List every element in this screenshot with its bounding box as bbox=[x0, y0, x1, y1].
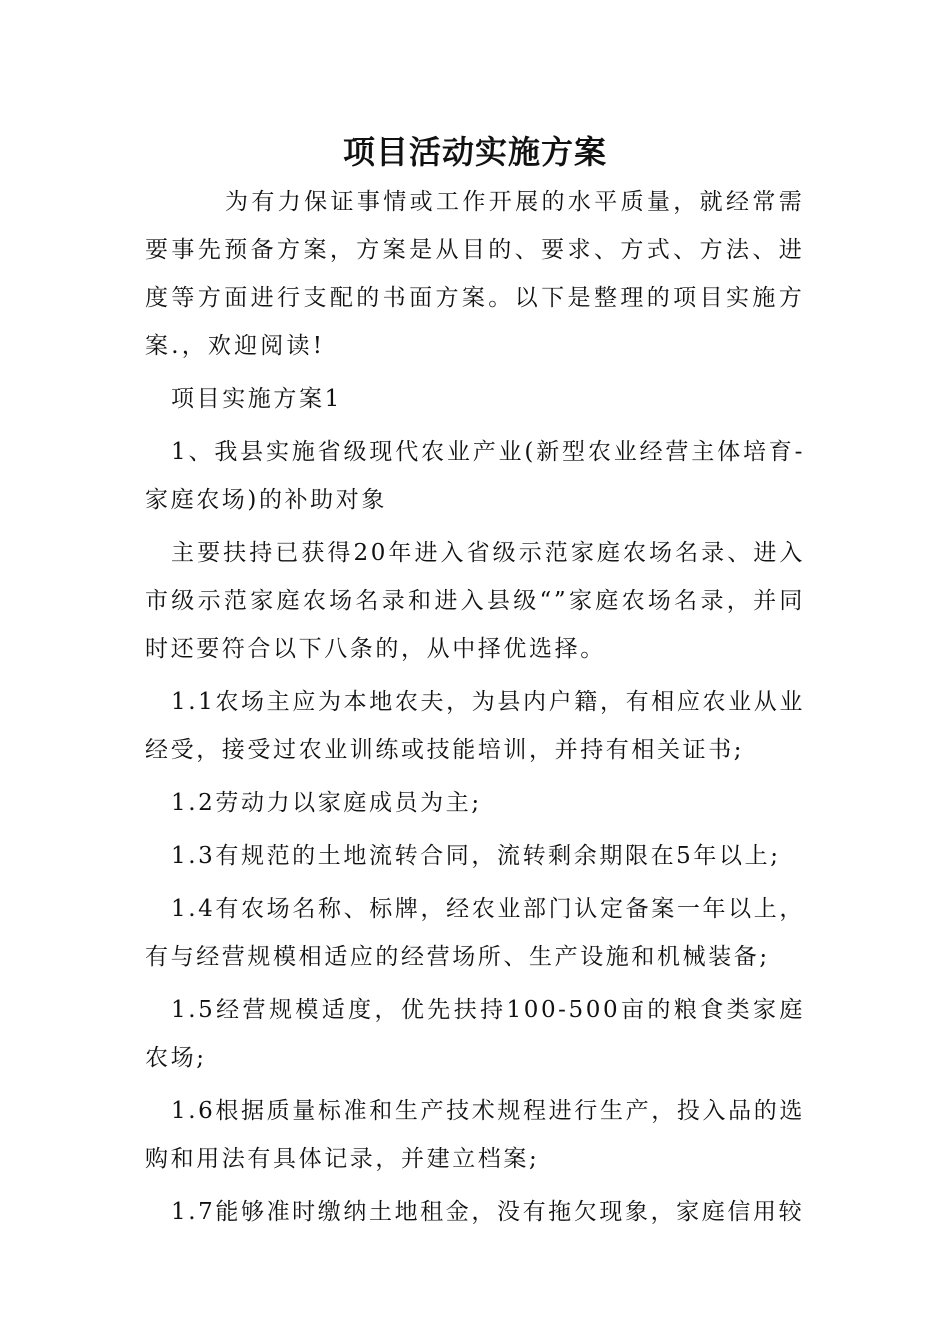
paragraph-item-1: 1、我县实施省级现代农业产业(新型农业经营主体培育-家庭农场)的补助对象 bbox=[145, 439, 805, 513]
document-title: 项目活动实施方案 bbox=[342, 133, 607, 171]
document-body bbox=[145, 178, 805, 1241]
paragraph-item-1-6: 1.6根据质量标准和生产技术规程进行生产，投入品的选购和用法有具体记录，并建立档案; bbox=[145, 1098, 805, 1172]
paragraph-main-support: 主要扶持已获得20年进入省级示范家庭农场名录、进入市级示范家庭农场名录和进入县级“”家庭农场名录，并同时还要符合以下八条的，从中择优选择。 bbox=[145, 540, 805, 662]
paragraph-item-1-7: 1.7能够准时缴纳土地租金，没有拖欠现象，家庭信用较 bbox=[171, 1199, 805, 1225]
paragraph-item-1-2: 1.2劳动力以家庭成员为主; bbox=[171, 790, 482, 816]
intro-paragraph: 为有力保证事情或工作开展的水平质量，就经常需要事先预备方案，方案是从目的、要求、方式、方法、进度等方面进行支配的书面方案。以下是整理的项目实施方案.，欢迎阅读! bbox=[145, 189, 805, 359]
paragraph-item-1-3: 1.3有规范的土地流转合同，流转剩余期限在5年以上; bbox=[171, 843, 781, 869]
paragraph-item-1-5: 1.5经营规模适度，优先扶持100-500亩的粮食类家庭农场; bbox=[145, 997, 805, 1071]
section-heading: 项目实施方案1 bbox=[171, 386, 342, 412]
paragraph-item-1-1: 1.1农场主应为本地农夫，为县内户籍，有相应农业从业经受，接受过农业训练或技能培训，并持有相关证书; bbox=[145, 689, 805, 763]
paragraph-item-1-4: 1.4有农场名称、标牌，经农业部门认定备案一年以上，有与经营规模相适应的经营场所、生产设施和机械装备; bbox=[145, 896, 805, 970]
